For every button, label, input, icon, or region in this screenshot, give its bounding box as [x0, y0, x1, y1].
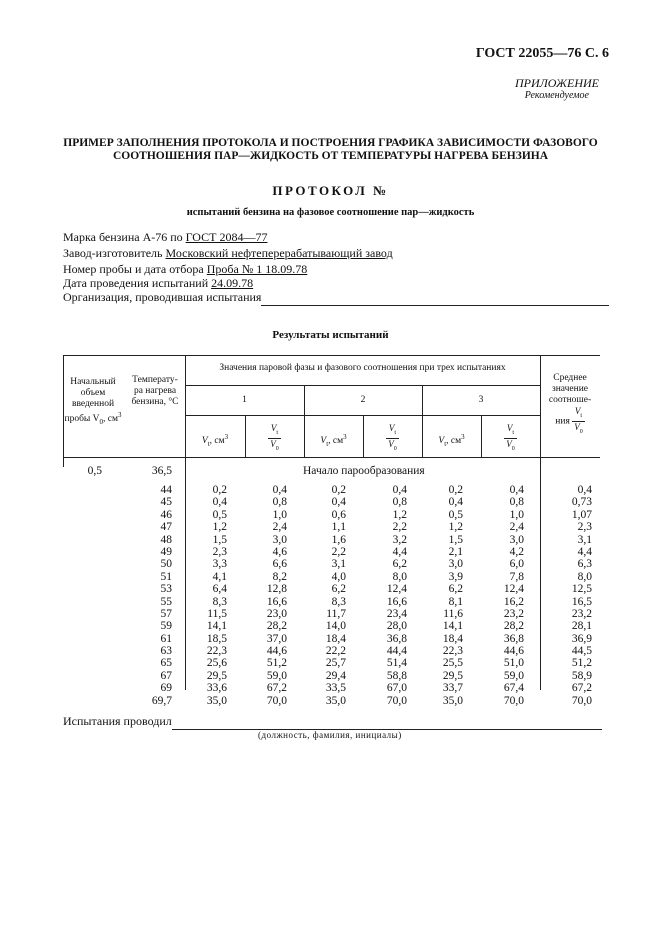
- table-cell: 59: [160, 620, 172, 633]
- table-cell: 36,9: [571, 632, 592, 645]
- table-cell: 3,0: [509, 533, 524, 546]
- table-cell: 0,8: [272, 496, 287, 509]
- table-cell: 18,5: [206, 632, 227, 645]
- table-cell: 0,5: [448, 508, 463, 521]
- header-ratio-1: $\frac{V_t}{V_0}$: [270, 423, 279, 452]
- table-row: [63, 596, 600, 608]
- table-cell: 0,6: [331, 508, 346, 521]
- date-field: [63, 276, 253, 291]
- table-cell: 36,8: [386, 632, 407, 645]
- table-cell: 0,4: [331, 496, 346, 509]
- table-header-bottom-rule: [63, 457, 600, 458]
- header-trial-1: 1: [242, 395, 247, 405]
- table-top-rule: [63, 355, 600, 356]
- table-cell: 3,9: [448, 570, 463, 583]
- table-cell: 22,3: [442, 645, 463, 658]
- table-cell: 16,6: [386, 595, 407, 608]
- table-cell: 58,8: [386, 669, 407, 682]
- header-group: Значения паровой фазы и фазового соотношения при трех испытаниях: [219, 363, 506, 373]
- table-cell: 0,2: [331, 484, 346, 496]
- table-row: [63, 645, 600, 657]
- sample-field: [63, 262, 307, 277]
- table-cell: 58,9: [571, 669, 592, 682]
- table-row: [63, 608, 600, 620]
- table-cell: 29,4: [325, 669, 346, 682]
- table-cell: 37,0: [266, 632, 287, 645]
- header-trial-2: 2: [360, 395, 366, 405]
- table-cell: 0,8: [392, 496, 407, 509]
- table-cell: 12,5: [571, 583, 592, 596]
- table-cell: 0,4: [392, 484, 407, 496]
- table-cell: 1,0: [272, 508, 287, 521]
- appendix-label: ПРИЛОЖЕНИЕ: [515, 76, 599, 90]
- table-cell: 1,1: [331, 521, 346, 534]
- table-row: [63, 620, 600, 632]
- table-cell: 69,7: [151, 694, 172, 707]
- table-cell: 1,2: [392, 508, 407, 521]
- table-row: [63, 657, 600, 669]
- table-cell: 44,5: [571, 645, 592, 658]
- brand-field: [63, 230, 267, 245]
- table-cell: 6,2: [331, 583, 346, 596]
- signature-label: Испытания проводил: [63, 714, 172, 728]
- plant-label: Завод-изготовитель: [63, 246, 166, 260]
- brand-value: ГОСТ 2084—77: [185, 230, 268, 244]
- table-cell: 2,1: [448, 545, 463, 558]
- plant-field: [63, 246, 393, 261]
- table-cell: 14,1: [442, 620, 463, 633]
- protocol-heading: ПРОТОКОЛ №: [272, 183, 389, 198]
- table-cell: 12,8: [266, 583, 287, 596]
- table-cell: 48: [160, 533, 172, 546]
- table-cell: 23,0: [266, 607, 287, 620]
- table-row: [63, 670, 600, 682]
- table-cell: 8,0: [577, 570, 592, 583]
- table-cell: 4,4: [577, 545, 592, 558]
- table-cell: 33,6: [206, 682, 227, 695]
- table-cell: 28,2: [266, 620, 287, 633]
- table-cell: 53: [160, 583, 172, 596]
- table-cell: 67,2: [266, 682, 287, 695]
- table-cell: 6,3: [577, 558, 592, 571]
- table-cell: 22,3: [206, 645, 227, 658]
- table-cell: 70,0: [386, 694, 407, 707]
- table-cell: 35,0: [206, 694, 227, 707]
- table-cell: 4,6: [272, 545, 287, 558]
- table-cell: 2,3: [577, 521, 592, 534]
- table-cell: 0,4: [272, 484, 287, 496]
- table-cell: 25,5: [442, 657, 463, 670]
- table-cell: 70,0: [266, 694, 287, 707]
- table-cell: 44,4: [386, 645, 407, 658]
- table-cell: 1,6: [331, 533, 346, 546]
- cell-v0: 0,5: [87, 465, 102, 477]
- signature-field: [63, 714, 602, 730]
- header-ratio-2: $\frac{V_t}{V_0}$: [388, 423, 397, 452]
- table-cell: 1,2: [212, 521, 227, 534]
- table-cell: 51,4: [386, 657, 407, 670]
- table-cell: 2,2: [392, 521, 407, 534]
- table-cell: 0,4: [212, 496, 227, 509]
- sample-label: Номер пробы и дата отбора: [63, 262, 207, 276]
- table-cell: 50: [160, 558, 172, 571]
- table-cell: 11,6: [443, 607, 463, 620]
- table-cell: 25,6: [206, 657, 227, 670]
- header-vt-1: $V_t$, $см^3$: [201, 433, 229, 449]
- table-cell: 8,3: [331, 595, 346, 608]
- table-cell: 2,3: [212, 545, 227, 558]
- table-cell: 8,3: [212, 595, 227, 608]
- table-cell: 0,4: [577, 484, 592, 496]
- group-rule: [185, 385, 540, 386]
- org-blank-line: [261, 290, 609, 306]
- table-cell: 23,2: [571, 607, 592, 620]
- table-cell: 16,2: [503, 595, 524, 608]
- table-row: [63, 509, 600, 521]
- table-row: [63, 571, 600, 583]
- table-cell: 49: [160, 545, 172, 558]
- table-cell: 35,0: [325, 694, 346, 707]
- table-cell: 51,0: [503, 657, 524, 670]
- table-cell: 3,2: [392, 533, 407, 546]
- header-ratio-3: $\frac{V_t}{V_0}$: [506, 423, 515, 452]
- table-cell: 61: [160, 632, 172, 645]
- table-cell: 47: [160, 521, 172, 534]
- table-cell: 33,7: [442, 682, 463, 695]
- table-cell: 11,5: [207, 607, 227, 620]
- table-cell: 1,5: [212, 533, 227, 546]
- table-row: [63, 682, 600, 694]
- table-cell: 35,0: [442, 694, 463, 707]
- results-table-header: [63, 355, 600, 458]
- table-cell: 2,4: [509, 521, 524, 534]
- table-cell: 3,3: [212, 558, 227, 571]
- table-cell: 51,2: [266, 657, 287, 670]
- table-cell: 18,4: [325, 632, 346, 645]
- table-cell: 12,4: [503, 583, 524, 596]
- table-cell: 44,6: [266, 645, 287, 658]
- table-cell: 36,8: [503, 632, 524, 645]
- table-cell: 0,5: [212, 508, 227, 521]
- table-cell: 14,0: [325, 620, 346, 633]
- table-cell: 1,0: [509, 508, 524, 521]
- table-cell: 65: [160, 657, 172, 670]
- table-cell: 0,2: [448, 484, 463, 496]
- table-cell: 6,2: [392, 558, 407, 571]
- cell-start-text: Начало парообразования: [303, 465, 425, 477]
- table-cell: 8,0: [392, 570, 407, 583]
- document-code: ГОСТ 22055—76 С. 6: [475, 46, 609, 61]
- table-cell: 12,4: [386, 583, 407, 596]
- brand-label: Марка бензина А-76 по: [63, 230, 186, 244]
- table-cell: 8,1: [448, 595, 463, 608]
- table-cell: 11,7: [326, 607, 346, 620]
- table-cell: 1,07: [571, 508, 592, 521]
- table-cell: 70,0: [571, 694, 592, 707]
- table-cell: 33,5: [325, 682, 346, 695]
- table-cell: 28,1: [571, 620, 592, 633]
- table-cell: 69: [160, 682, 172, 695]
- table-cell: 4,0: [331, 570, 346, 583]
- table-cell: 6,2: [448, 583, 463, 596]
- title-line-1: ПРИМЕР ЗАПОЛНЕНИЯ ПРОТОКОЛА И ПОСТРОЕНИЯ ГРАФИКА ЗАВИСИМОСТИ ФАЗОВОГО: [63, 137, 598, 149]
- table-cell: 7,8: [509, 570, 524, 583]
- table-cell: 0,2: [212, 484, 227, 496]
- table-cell: 4,2: [509, 545, 524, 558]
- table-cell: 2,2: [331, 545, 346, 558]
- table-cell: 28,0: [386, 620, 407, 633]
- sample-value: Проба № 1 18.09.78: [206, 262, 308, 276]
- table-row: [63, 484, 600, 496]
- table-cell: 6,0: [509, 558, 524, 571]
- table-cell: 8,2: [272, 570, 287, 583]
- table-cell: 67,4: [503, 682, 524, 695]
- date-value: 24.09.78: [211, 276, 254, 290]
- table-cell: 45: [160, 496, 172, 509]
- table-row-start: [63, 465, 600, 484]
- signature-blank-line: [172, 714, 602, 730]
- page-title: [60, 137, 601, 163]
- org-label: Организация, проводившая испытания: [63, 290, 262, 304]
- header-average: Среднее значение соотноше- ния $\frac{V_t}{V_0}$: [548, 373, 592, 435]
- table-cell: 51,2: [571, 657, 592, 670]
- table-row: [63, 546, 600, 558]
- table-cell: 29,5: [442, 669, 463, 682]
- cell-temp: 36,5: [151, 465, 172, 477]
- table-cell: 3,1: [577, 533, 592, 546]
- table-cell: 1,5: [448, 533, 463, 546]
- date-label: Дата проведения испытаний: [63, 276, 212, 290]
- table-cell: 6,4: [212, 583, 227, 596]
- header-vt-3: $V_t$, $см^3$: [438, 433, 465, 449]
- table-cell: 44: [160, 484, 172, 496]
- table-cell: 44,6: [503, 645, 524, 658]
- table-row: [63, 633, 600, 645]
- results-table-body: [63, 465, 600, 707]
- table-cell: 18,4: [442, 632, 463, 645]
- table-row: [63, 521, 600, 533]
- table-cell: 0,73: [571, 496, 592, 509]
- protocol-subtitle: испытаний бензина на фазовое соотношение пар—жидкость: [186, 207, 475, 218]
- table-cell: 14,1: [206, 620, 227, 633]
- table-cell: 3,1: [331, 558, 346, 571]
- table-cell: 4,4: [392, 545, 407, 558]
- table-cell: 4,1: [212, 570, 227, 583]
- appendix-note: Рекомендуемое: [524, 90, 589, 101]
- table-cell: 0,4: [448, 496, 463, 509]
- table-cell: 67,0: [386, 682, 407, 695]
- table-cell: 67,2: [571, 682, 592, 695]
- table-cell: 55: [160, 595, 172, 608]
- table-cell: 6,6: [272, 558, 287, 571]
- table-row: [63, 583, 600, 595]
- table-cell: 51: [160, 570, 172, 583]
- table-cell: 3,0: [448, 558, 463, 571]
- table-cell: 67: [160, 669, 172, 682]
- table-cell: 46: [160, 508, 172, 521]
- table-cell: 23,2: [503, 607, 524, 620]
- table-cell: 0,4: [509, 484, 524, 496]
- table-cell: 59,0: [503, 669, 524, 682]
- plant-value: Московский нефтеперерабатывающий завод: [165, 246, 393, 260]
- title-line-2: СООТНОШЕНИЯ ПАР—ЖИДКОСТЬ ОТ ТЕМПЕРАТУРЫ НАГРЕВА БЕНЗИНА: [112, 150, 549, 162]
- table-cell: 1,2: [448, 521, 463, 534]
- table-cell: 23,4: [386, 607, 407, 620]
- table-cell: 70,0: [503, 694, 524, 707]
- header-trial-3: 3: [478, 395, 484, 405]
- header-vt-2: $V_t$, $см^3$: [320, 433, 347, 449]
- table-row: [63, 534, 600, 546]
- table-cell: 25,7: [325, 657, 346, 670]
- table-cell: 3,0: [272, 533, 287, 546]
- results-title: Результаты испытаний: [272, 329, 389, 341]
- table-cell: 0,8: [509, 496, 524, 509]
- header-initial-volume: Начальный объем введенной пробы $V_0$, $см^3$: [64, 377, 122, 427]
- table-cell: 29,5: [206, 669, 227, 682]
- table-cell: 16,5: [571, 595, 592, 608]
- header-temperature: Температу- ра нагрева бензина, °С: [131, 375, 179, 407]
- table-cell: 16,6: [266, 595, 287, 608]
- table-row: [63, 695, 600, 707]
- table-row: [63, 496, 600, 508]
- table-cell: 28,2: [503, 620, 524, 633]
- table-row: [63, 558, 600, 570]
- table-cell: 63: [160, 645, 172, 658]
- org-field: [63, 290, 609, 306]
- table-cell: 22,2: [325, 645, 346, 658]
- table-cell: 59,0: [266, 669, 287, 682]
- table-cell: 2,4: [272, 521, 287, 534]
- signature-caption: (должность, фамилия, инициалы): [258, 730, 402, 740]
- data-rows: [63, 484, 600, 707]
- table-cell: 57: [160, 607, 172, 620]
